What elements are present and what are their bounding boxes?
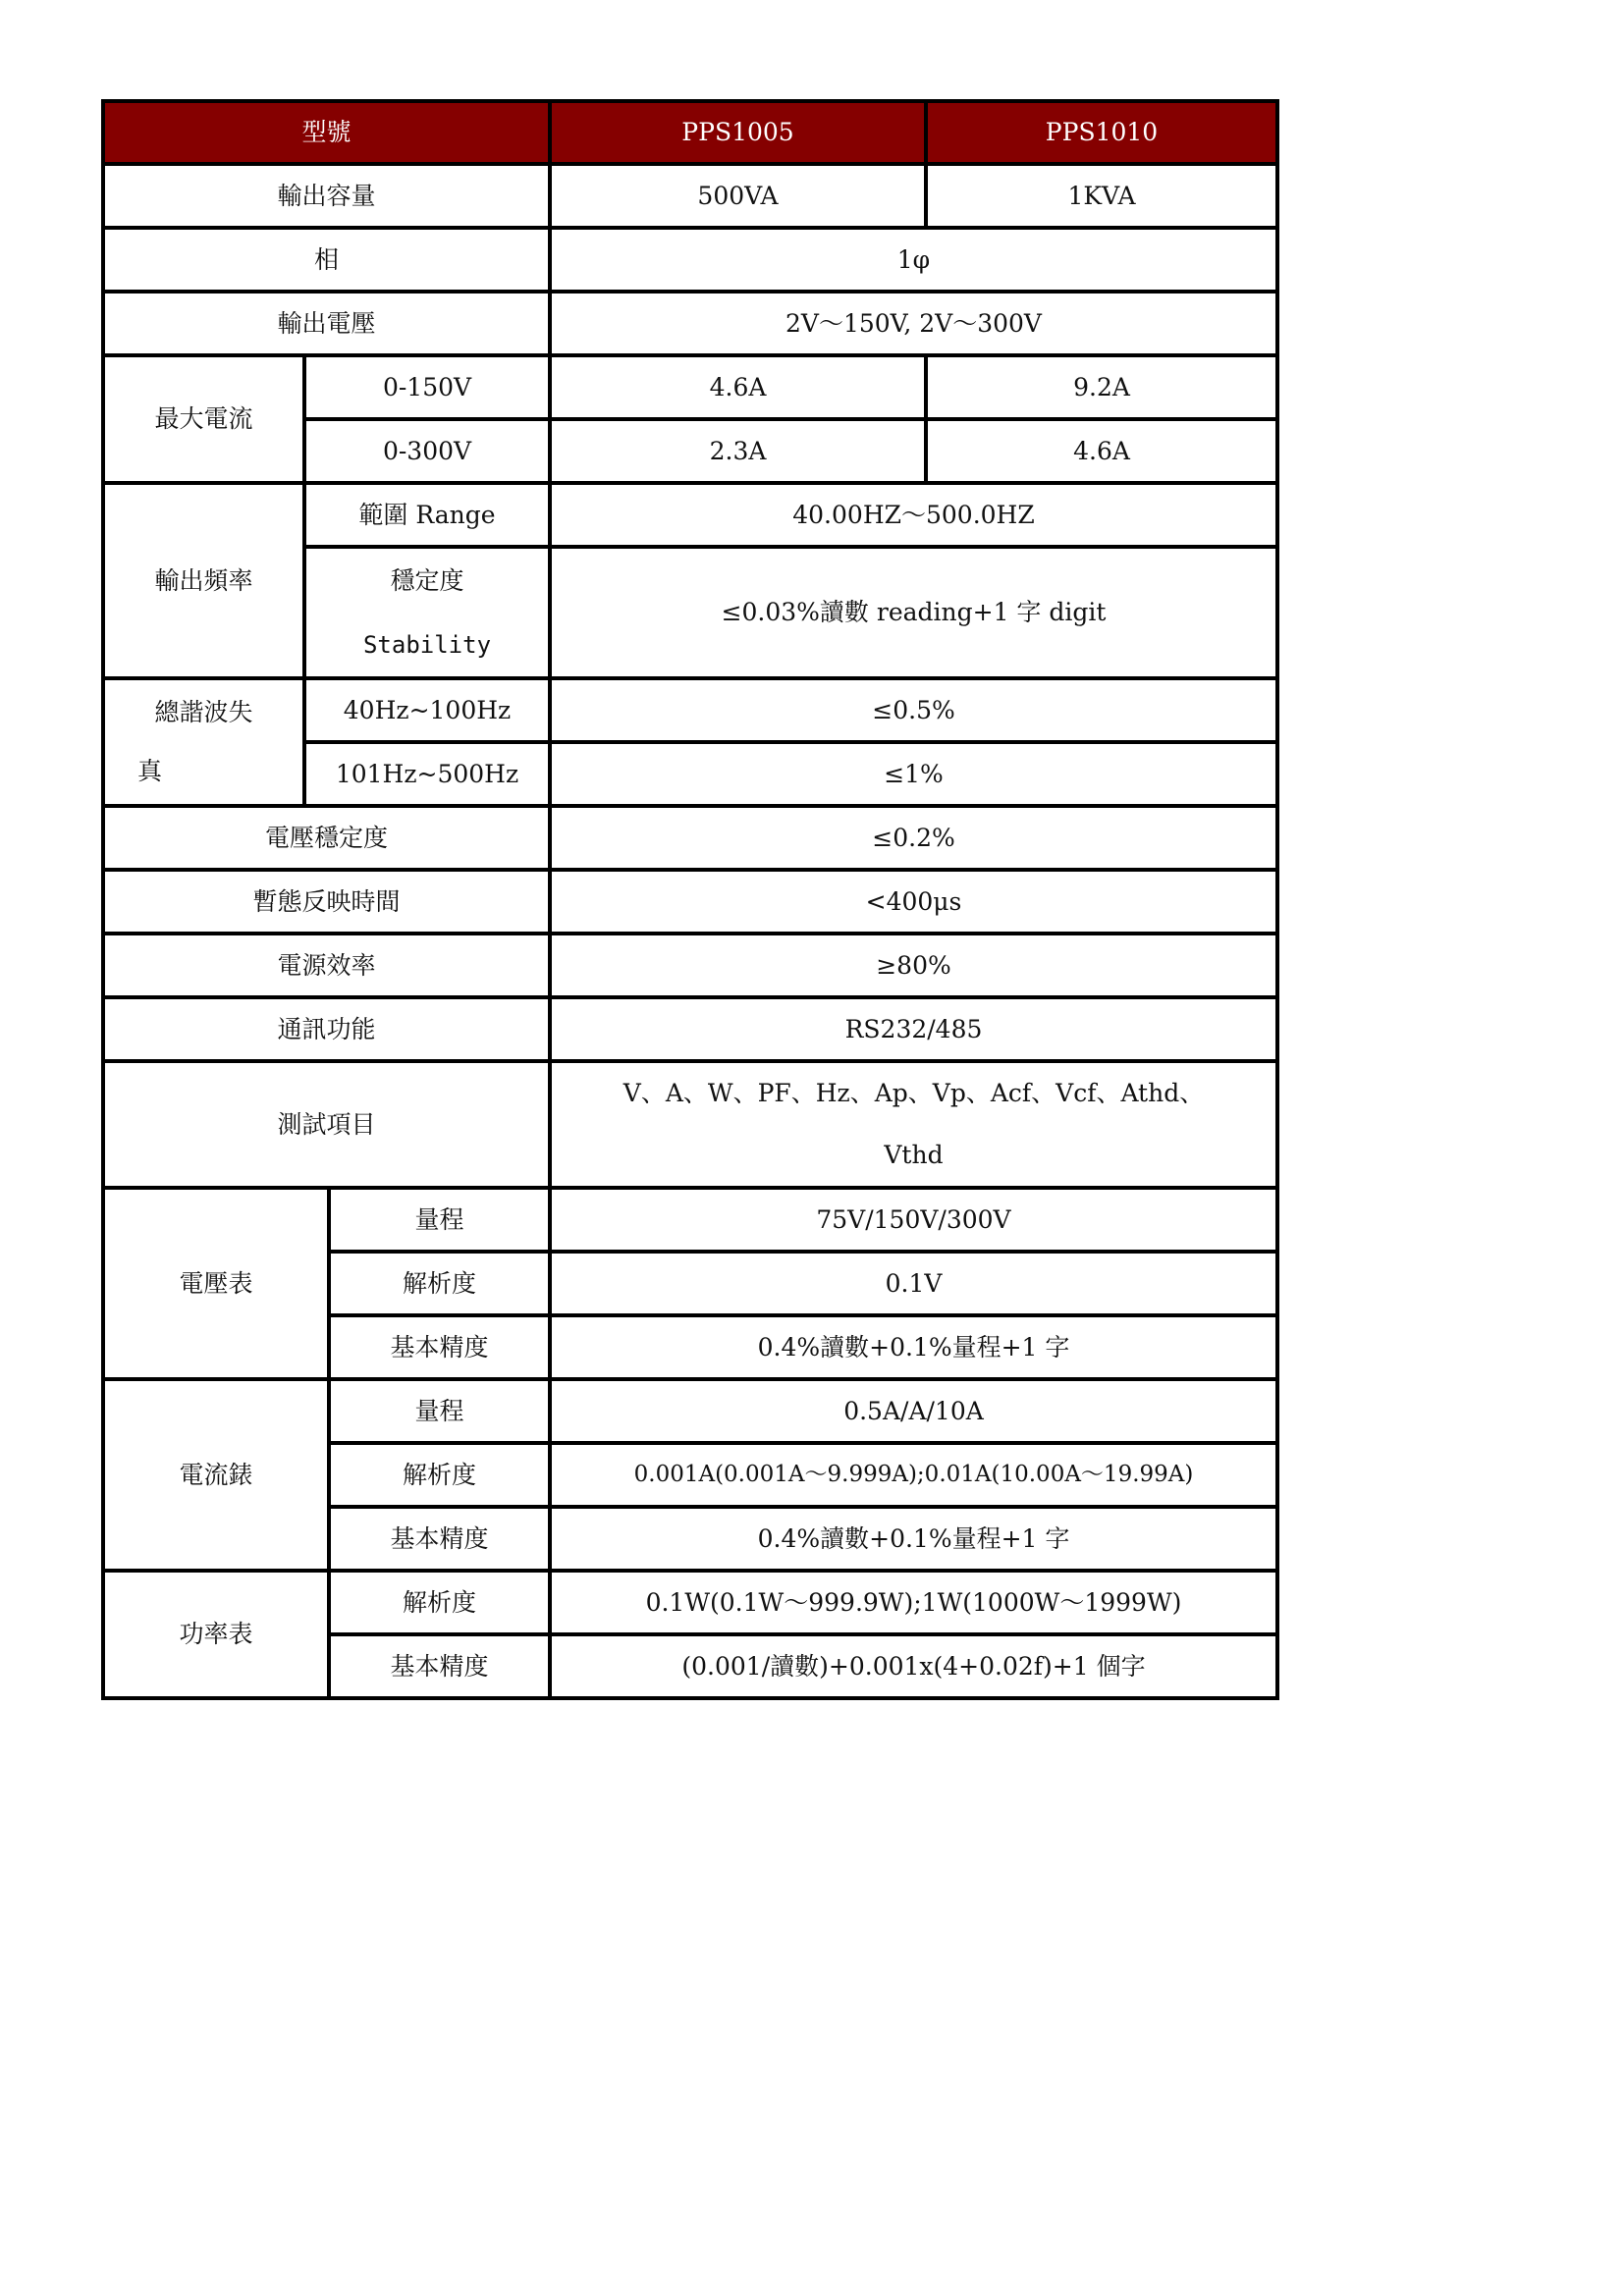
ammeter-accuracy-label: 基本精度: [329, 1507, 550, 1571]
voltmeter-accuracy-label: 基本精度: [329, 1315, 550, 1379]
voltage-stability-label: 電壓穩定度: [103, 806, 550, 870]
table-row: [103, 1061, 1277, 1188]
communication-value: RS232/485: [550, 997, 1277, 1061]
voltmeter-accuracy-value: 0.4%讀數+0.1%量程+1 字: [550, 1315, 1277, 1379]
max-current-pps1010: 9.2A: [926, 355, 1277, 419]
transient-response-label: 暫態反映時間: [103, 870, 550, 934]
thd-value: ≤0.5%: [550, 678, 1277, 742]
output-capacity-label: 輸出容量: [103, 164, 550, 228]
voltmeter-resolution-value: 0.1V: [550, 1252, 1277, 1315]
spec-table: [101, 99, 1279, 1700]
ammeter-resolution-value: 0.001A(0.001A～9.999A);0.01A(10.00A～19.99A): [550, 1443, 1277, 1507]
voltmeter-range-value: 75V/150V/300V: [550, 1188, 1277, 1252]
output-frequency-label: 輸出頻率: [103, 483, 304, 678]
header-pps1005: PPS1005: [550, 101, 926, 164]
table-row: [103, 1379, 1277, 1443]
max-current-pps1005: 4.6A: [550, 355, 926, 419]
wattmeter-resolution-label: 解析度: [329, 1571, 550, 1634]
voltmeter-range-label: 量程: [329, 1188, 550, 1252]
header-model: 型號: [103, 101, 550, 164]
test-items-label: 測試項目: [103, 1061, 550, 1188]
stability-label-zh: 穩定度: [390, 566, 464, 595]
thd-label-block: [137, 683, 270, 801]
table-row: [103, 483, 1277, 547]
table-row: [103, 1188, 1277, 1252]
power-efficiency-value: ≥80%: [550, 934, 1277, 997]
table-row: [103, 678, 1277, 742]
thd-label: [103, 678, 304, 806]
table-row: [103, 355, 1277, 419]
thd-label-line1: 總諧波失: [154, 698, 253, 726]
frequency-range-label: 範圍 Range: [304, 483, 550, 547]
test-items-value: [550, 1061, 1277, 1188]
phase-label: 相: [103, 228, 550, 292]
frequency-range-value: 40.00HZ～500.0HZ: [550, 483, 1277, 547]
thd-value: ≤1%: [550, 742, 1277, 806]
table-row: [103, 934, 1277, 997]
table-row: [103, 164, 1277, 228]
frequency-stability-value: ≤0.03%讀數 reading+1 字 digit: [550, 547, 1277, 678]
voltage-stability-value: ≤0.2%: [550, 806, 1277, 870]
ammeter-range-value: 0.5A/A/10A: [550, 1379, 1277, 1443]
table-row: [103, 292, 1277, 355]
test-items-line1: V、A、W、PF、Hz、Ap、Vp、Acf、Vcf、Athd、: [623, 1079, 1205, 1107]
output-voltage-label: 輸出電壓: [103, 292, 550, 355]
thd-label-line2: 真: [136, 757, 162, 785]
table-row: [103, 806, 1277, 870]
table-row: [103, 997, 1277, 1061]
table-row: [103, 228, 1277, 292]
wattmeter-label: 功率表: [103, 1571, 329, 1698]
voltmeter-label: 電壓表: [103, 1188, 329, 1379]
max-current-pps1005: 2.3A: [550, 419, 926, 483]
voltmeter-resolution-label: 解析度: [329, 1252, 550, 1315]
stability-label-en: Stability: [362, 631, 492, 659]
table-row: [103, 1571, 1277, 1634]
ammeter-accuracy-value: 0.4%讀數+0.1%量程+1 字: [550, 1507, 1277, 1571]
output-capacity-pps1005: 500VA: [550, 164, 926, 228]
ammeter-label: 電流錶: [103, 1379, 329, 1571]
ammeter-range-label: 量程: [329, 1379, 550, 1443]
max-current-pps1010: 4.6A: [926, 419, 1277, 483]
thd-range: 40Hz~100Hz: [304, 678, 550, 742]
wattmeter-accuracy-value: (0.001/讀數)+0.001x(4+0.02f)+1 個字: [550, 1634, 1277, 1698]
phase-value: 1φ: [550, 228, 1277, 292]
table-row: [103, 870, 1277, 934]
stability-label-block: [363, 549, 491, 676]
wattmeter-resolution-value: 0.1W(0.1W～999.9W);1W(1000W～1999W): [550, 1571, 1277, 1634]
thd-range: 101Hz~500Hz: [304, 742, 550, 806]
header-row: [103, 101, 1277, 164]
max-current-range: 0-300V: [304, 419, 550, 483]
frequency-stability-label: [304, 547, 550, 678]
output-capacity-pps1010: 1KVA: [926, 164, 1277, 228]
communication-label: 通訊功能: [103, 997, 550, 1061]
max-current-range: 0-150V: [304, 355, 550, 419]
wattmeter-accuracy-label: 基本精度: [329, 1634, 550, 1698]
power-efficiency-label: 電源效率: [103, 934, 550, 997]
header-pps1010: PPS1010: [926, 101, 1277, 164]
max-current-label: 最大電流: [103, 355, 304, 483]
test-items-block: [623, 1063, 1204, 1186]
ammeter-resolution-label: 解析度: [329, 1443, 550, 1507]
output-voltage-value: 2V～150V, 2V～300V: [550, 292, 1277, 355]
test-items-line2: Vthd: [884, 1140, 944, 1169]
transient-response-value: <400μs: [550, 870, 1277, 934]
